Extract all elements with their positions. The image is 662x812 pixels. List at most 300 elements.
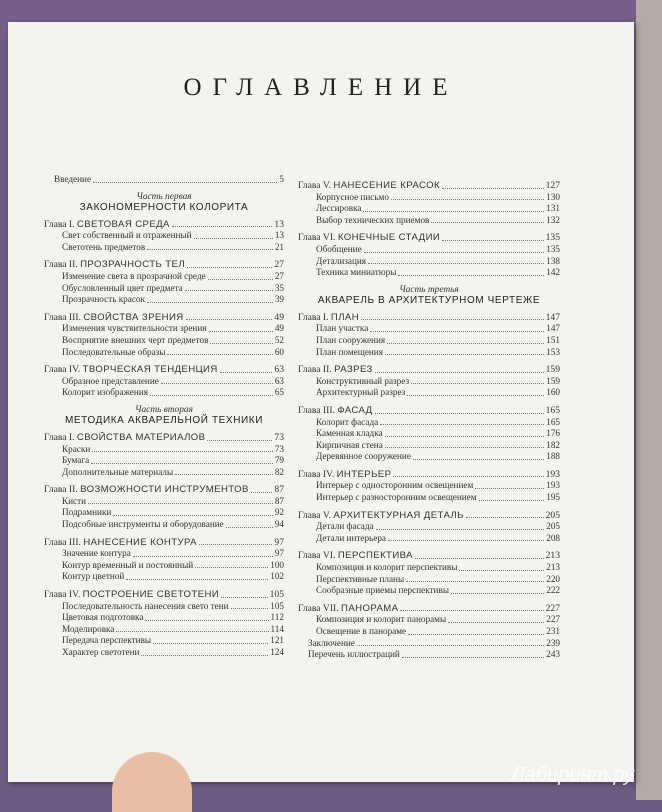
page-number: 79 [274, 455, 284, 466]
chapter-title: ПРОЗРАЧНОСТЬ ТЕЛ [80, 259, 186, 271]
entry-title: Выбор технических приемов [316, 214, 430, 225]
chapter-number: Глава V. [298, 180, 334, 191]
toc-entry [298, 267, 560, 279]
page-number: 87 [274, 484, 284, 496]
page-number: 82 [274, 466, 284, 477]
entry-title: Восприятие внешних черт предметов [62, 334, 209, 345]
book-page [8, 22, 634, 782]
entry-title: Подрамники [62, 507, 112, 518]
page-number: 205 [546, 521, 560, 532]
part-title: МЕТОДИКА АКВАРЕЛЬНОЙ ТЕХНИКИ [64, 414, 264, 426]
page-number: 151 [546, 334, 560, 345]
chapter-title: РАЗРЕЗ [334, 364, 373, 376]
dot-leader [459, 570, 544, 571]
dot-leader [448, 622, 544, 623]
chapter-number: Глава VII. [298, 602, 342, 614]
entry-title: План помещения [316, 346, 383, 357]
dot-leader [370, 331, 544, 332]
toc-entry [44, 507, 284, 519]
entry-title: Прозрачность красок [62, 294, 145, 305]
dot-leader [388, 540, 544, 541]
page-number: 138 [546, 255, 560, 266]
toc-chapter [44, 364, 284, 376]
toc-entry [44, 455, 284, 467]
dot-leader [210, 343, 272, 344]
entry-title: Интерьер с разносторонним освещением [316, 492, 477, 503]
dot-leader [147, 249, 273, 250]
entry-title: Характер светотени [62, 647, 140, 657]
dot-leader [195, 567, 268, 568]
entry-title: Композиция и колорит перспективы [316, 562, 458, 573]
entry-title: Изменение света в прозрачной среде [62, 270, 206, 281]
page-number: 13 [274, 230, 284, 241]
page-number: 135 [545, 232, 560, 244]
chapter-number: Глава IV. [44, 589, 83, 601]
toc-entry [298, 440, 560, 452]
entry-title: Свет собственный и отраженный [62, 230, 192, 241]
chapter-number: Глава III. [44, 311, 84, 323]
dot-leader [141, 655, 268, 656]
dot-leader [408, 634, 544, 635]
dot-leader [361, 319, 544, 320]
entry-title: Архитектурный разрез [316, 387, 406, 398]
page-number: 227 [546, 614, 560, 625]
toc-entry [44, 323, 284, 335]
toc-entry [298, 585, 560, 597]
toc-chapter [44, 312, 284, 324]
page-number: 222 [546, 585, 560, 596]
page-number: 127 [545, 180, 560, 191]
dot-leader [116, 631, 268, 632]
dot-leader [375, 372, 544, 373]
entry-title: Цветовая подготовка [62, 612, 144, 623]
toc-chapter [298, 603, 560, 615]
dot-leader [380, 424, 544, 425]
page-number: 132 [546, 214, 560, 225]
toc-entry [44, 347, 284, 359]
page-number: 131 [546, 203, 560, 214]
part-title: АКВАРЕЛЬ В АРХИТЕКТУРНОМ ЧЕРТЕЖЕ [317, 294, 541, 306]
entry-title: Детали интерьера [316, 532, 387, 543]
page-number: 188 [546, 451, 560, 462]
dot-leader [175, 474, 273, 475]
page-number: 100 [270, 559, 284, 570]
chapter-number: Глава II. [44, 484, 81, 496]
chapter-number: Глава IV. [298, 468, 337, 480]
chapter-title: ВОЗМОЖНОСТИ ИНСТРУМЕНТОВ [80, 484, 249, 496]
entry-title: Изменения чувствительности зрения [62, 323, 207, 334]
page-number: 195 [546, 492, 560, 503]
toc-entry [44, 612, 284, 624]
book-edge [636, 0, 662, 800]
toc-entry [298, 533, 560, 545]
page-number: 243 [546, 649, 560, 660]
entry-title: Введение [54, 174, 92, 184]
entry-title: Детали фасада [316, 521, 374, 532]
entry-title: Конструктивный разрез [316, 375, 410, 386]
dot-leader [88, 503, 273, 504]
chapter-number: Глава VI. [298, 232, 338, 244]
chapter-number: Глава I. [298, 311, 331, 323]
chapter-number: Глава I. [44, 431, 77, 443]
page-number: 52 [274, 334, 284, 345]
toc-entry [298, 192, 560, 204]
entry-title: Бумага [62, 455, 90, 466]
chapter-number: Глава IV. [44, 364, 83, 376]
toc-entry [44, 335, 284, 347]
page-number: 153 [546, 346, 560, 357]
chapter-title: АРХИТЕКТУРНАЯ ДЕТАЛЬ [333, 509, 464, 521]
entry-title: Светотень предметов [62, 241, 146, 252]
dot-leader [357, 645, 544, 646]
page-number: 114 [270, 623, 284, 634]
page-number: 73 [274, 443, 284, 454]
dot-leader [442, 188, 544, 189]
entry-title: Заключение [308, 637, 355, 648]
page-number: 208 [546, 532, 560, 543]
toc-entry [44, 560, 284, 572]
entry-title: Освещение в панораме [316, 626, 407, 636]
toc-chapter [44, 432, 284, 444]
dot-leader [147, 302, 273, 303]
entry-title: План участка [316, 323, 369, 334]
part-label: Часть первая [136, 191, 192, 202]
toc-entry [298, 347, 560, 359]
entry-title: Контур временный и постоянный [62, 559, 194, 570]
entry-title: Колорит фасада [316, 416, 379, 427]
page-number: 142 [546, 267, 560, 278]
entry-title: Моделировка [62, 623, 115, 634]
toc-entry [298, 521, 560, 533]
toc-entry [44, 635, 284, 647]
dot-leader [387, 343, 544, 344]
toc-entry [44, 467, 284, 479]
toc-chapter [298, 469, 560, 481]
toc-entry [298, 417, 560, 429]
entry-title: Кирпичная стена [316, 439, 383, 450]
toc-entry [44, 174, 284, 186]
page-number: 135 [546, 243, 560, 254]
dot-leader [126, 579, 268, 580]
toc-entry [298, 614, 560, 626]
entry-title: Лессировка [316, 203, 362, 214]
page-title: ОГЛАВЛЕНИЕ [183, 74, 459, 101]
dot-leader [172, 226, 273, 227]
page-number: 159 [546, 375, 560, 386]
entry-title: Обусловленный цвет предмета [62, 282, 183, 293]
toc-entry [44, 444, 284, 456]
entry-title: Передача перспективы [62, 635, 152, 646]
dot-leader [475, 488, 544, 489]
toc-entry [44, 271, 284, 283]
entry-title: Интерьер с односторонним освещением [316, 480, 474, 491]
toc-entry [298, 574, 560, 586]
toc-entry [298, 203, 560, 215]
chapter-title: ТВОРЧЕСКАЯ ТЕНДЕНЦИЯ [82, 364, 218, 376]
toc-entry [44, 294, 284, 306]
watermark: Лабиринт.ру [511, 764, 634, 786]
dot-leader [167, 354, 272, 355]
dot-leader [185, 290, 273, 291]
page-number: 27 [274, 259, 284, 271]
page-number: 227 [545, 602, 560, 614]
dot-leader [226, 527, 273, 528]
chapter-title: НАНЕСЕНИЕ КОНТУРА [83, 536, 197, 548]
dot-leader [220, 372, 273, 373]
toc-entry [44, 242, 284, 254]
dot-leader [479, 500, 545, 501]
entry-title: Перечень иллюстраций [308, 649, 400, 660]
toc-chapter [298, 364, 560, 376]
toc-entry [298, 649, 560, 661]
toc-chapter [298, 180, 560, 192]
dot-leader [442, 240, 543, 241]
dot-leader [413, 459, 544, 460]
part-label: Часть третья [399, 284, 459, 295]
part-label: Часть вторая [135, 404, 193, 415]
page-number: 13 [274, 218, 284, 230]
dot-leader [431, 222, 544, 223]
toc-entry [298, 638, 560, 650]
chapter-title: КОНЕЧНЫЕ СТАДИИ [337, 232, 441, 244]
page-number: 94 [274, 519, 284, 530]
chapter-title: ПЛАН [330, 311, 360, 323]
dot-leader [194, 238, 273, 239]
page-number: 112 [270, 612, 284, 623]
entry-title: Каменная кладка [316, 428, 383, 439]
dot-leader [133, 556, 273, 557]
toc-entry [298, 335, 560, 347]
page-number: 124 [270, 647, 284, 657]
chapter-title: СВОЙСТВА МАТЕРИАЛОВ [76, 431, 206, 443]
page-number: 63 [274, 375, 284, 386]
page-number: 147 [545, 311, 560, 323]
dot-leader [385, 436, 545, 437]
chapter-number: Глава VI. [298, 550, 338, 562]
dot-leader [398, 275, 544, 276]
page-number: 60 [274, 346, 284, 357]
toc-chapter [44, 259, 284, 271]
dot-leader [91, 463, 273, 464]
entry-title: Дополнительные материалы [62, 466, 174, 477]
dot-leader [221, 597, 268, 598]
chapter-number: Глава II. [298, 364, 335, 376]
page-number: 21 [274, 241, 284, 252]
page-number: 193 [546, 480, 560, 491]
page-number: 73 [274, 431, 284, 443]
dot-leader [376, 529, 545, 530]
toc-entry [298, 256, 560, 268]
page-number: 182 [546, 439, 560, 450]
page-number: 121 [270, 635, 284, 646]
toc-entry [298, 387, 560, 399]
page-number: 160 [546, 387, 560, 398]
page-number: 102 [270, 571, 284, 582]
dot-leader [385, 447, 544, 448]
dot-leader [415, 558, 544, 559]
dot-leader [402, 657, 544, 658]
toc-entry [298, 492, 560, 504]
toc-chapter [44, 219, 284, 231]
toc-entry [298, 244, 560, 256]
dot-leader [451, 593, 544, 594]
toc-chapter [298, 510, 560, 522]
page-number: 63 [274, 364, 284, 376]
dot-leader [113, 515, 272, 516]
toc-entry [44, 376, 284, 388]
toc-entry [298, 451, 560, 463]
entry-title: Значение контура [62, 548, 131, 559]
chapter-number: Глава II. [44, 259, 81, 271]
chapter-number: Глава III. [44, 536, 84, 548]
entry-title: Перспективные планы [316, 573, 405, 584]
page-number: 231 [546, 626, 560, 636]
entry-title: Последовательные образы [62, 346, 166, 357]
chapter-title: ПАНОРАМА [341, 602, 399, 614]
chapter-title: ФАСАД [337, 404, 373, 416]
dot-leader [400, 610, 543, 611]
dot-leader [209, 331, 273, 332]
entry-title: Кисти [62, 495, 87, 506]
page-number: 130 [546, 191, 560, 202]
entry-title: Сообразные приемы перспективы [316, 585, 449, 596]
part-title: ЗАКОНОМЕРНОСТИ КОЛОРИТА [79, 201, 249, 213]
dot-leader [363, 211, 544, 212]
chapter-number: Глава V. [298, 509, 334, 521]
toc-entry [44, 519, 284, 531]
entry-title: Техника миниатюры [316, 267, 397, 278]
toc-column-left [44, 174, 284, 659]
page-number: 105 [269, 589, 284, 601]
entry-title: Композиция и колорит панорамы [316, 614, 447, 625]
toc-entry [44, 647, 284, 659]
toc-entry [298, 480, 560, 492]
entry-title: Подсобные инструменты и оборудование [62, 519, 224, 530]
dot-leader [207, 440, 272, 441]
entry-title: Краски [62, 443, 91, 454]
chapter-title: ПЕРСПЕКТИВА [337, 550, 413, 562]
dot-leader [368, 263, 544, 264]
toc-entry [44, 496, 284, 508]
toc-entry [44, 230, 284, 242]
toc-entry [298, 323, 560, 335]
dot-leader [208, 279, 273, 280]
page-number: 193 [545, 468, 560, 480]
toc-entry [44, 548, 284, 560]
page-number: 159 [545, 364, 560, 376]
dot-leader [231, 608, 269, 609]
entry-title: Корпусное письмо [316, 191, 389, 202]
chapter-title: НАНЕСЕНИЕ КРАСОК [333, 180, 440, 191]
toc-chapter [298, 405, 560, 417]
toc-entry [298, 626, 560, 638]
dot-leader [406, 581, 544, 582]
dot-leader [411, 383, 544, 384]
chapter-title: ИНТЕРЬЕР [336, 468, 392, 480]
page-number: 97 [274, 536, 284, 548]
entry-title: Последовательность нанесения свето тени [62, 600, 229, 611]
chapter-number: Глава I. [44, 218, 77, 230]
toc-entry [44, 283, 284, 295]
page-number: 147 [546, 323, 560, 334]
page-number: 176 [546, 428, 560, 439]
toc-entry [44, 571, 284, 583]
page-number: 49 [274, 323, 284, 334]
dot-leader [407, 395, 544, 396]
dot-leader [364, 252, 545, 253]
toc-chapter [298, 312, 560, 324]
dot-leader [251, 492, 273, 493]
dot-leader [391, 199, 544, 200]
page-number: 165 [546, 416, 560, 427]
entry-title: Детализация [316, 255, 367, 266]
page-number: 105 [270, 600, 284, 611]
page-number: 205 [545, 509, 560, 521]
page-number: 165 [545, 404, 560, 416]
toc-column-right [298, 174, 560, 661]
entry-title: Колорит изображения [62, 387, 148, 398]
dot-leader [375, 413, 544, 414]
dot-leader [466, 517, 544, 518]
dot-leader [187, 267, 272, 268]
dot-leader [153, 643, 268, 644]
page-number: 97 [274, 548, 284, 559]
page-number: 92 [274, 507, 284, 518]
toc-entry [44, 624, 284, 636]
dot-leader [92, 451, 273, 452]
dot-leader [393, 476, 543, 477]
page-number: 220 [546, 573, 560, 584]
entry-title: Обобщение [316, 243, 362, 254]
entry-title: Деревянное сооружение [316, 451, 411, 462]
chapter-title: СВОЙСТВА ЗРЕНИЯ [83, 311, 184, 323]
toc-entry [298, 428, 560, 440]
page-number: 213 [546, 562, 560, 573]
toc-chapter [298, 232, 560, 244]
toc-chapter [44, 537, 284, 549]
dot-leader [145, 620, 268, 621]
dot-leader [186, 319, 273, 320]
page-number: 65 [274, 387, 284, 398]
toc-entry [44, 601, 284, 613]
page-number: 213 [545, 550, 560, 562]
chapter-number: Глава III. [298, 404, 338, 416]
toc-chapter [298, 550, 560, 562]
toc-entry [298, 376, 560, 388]
entry-title: План сооружения [316, 334, 386, 345]
toc-chapter [44, 589, 284, 601]
page-number: 49 [274, 311, 284, 323]
dot-leader [150, 395, 273, 396]
toc-entry [298, 562, 560, 574]
toc-entry [298, 215, 560, 227]
dot-leader [93, 182, 277, 183]
dot-leader [161, 383, 273, 384]
page-number: 239 [546, 637, 560, 648]
chapter-title: ПОСТРОЕНИЕ СВЕТОТЕНИ [82, 589, 220, 601]
toc-entry [44, 387, 284, 399]
page-number: 5 [279, 174, 284, 184]
page-number: 27 [274, 270, 284, 281]
page-number: 39 [274, 294, 284, 305]
dot-leader [199, 544, 272, 545]
dot-leader [385, 354, 544, 355]
entry-title: Контур цветной [62, 571, 125, 582]
toc-chapter [44, 484, 284, 496]
page-number: 35 [274, 282, 284, 293]
page-number: 87 [274, 495, 284, 506]
chapter-title: СВЕТОВАЯ СРЕДА [76, 218, 170, 230]
